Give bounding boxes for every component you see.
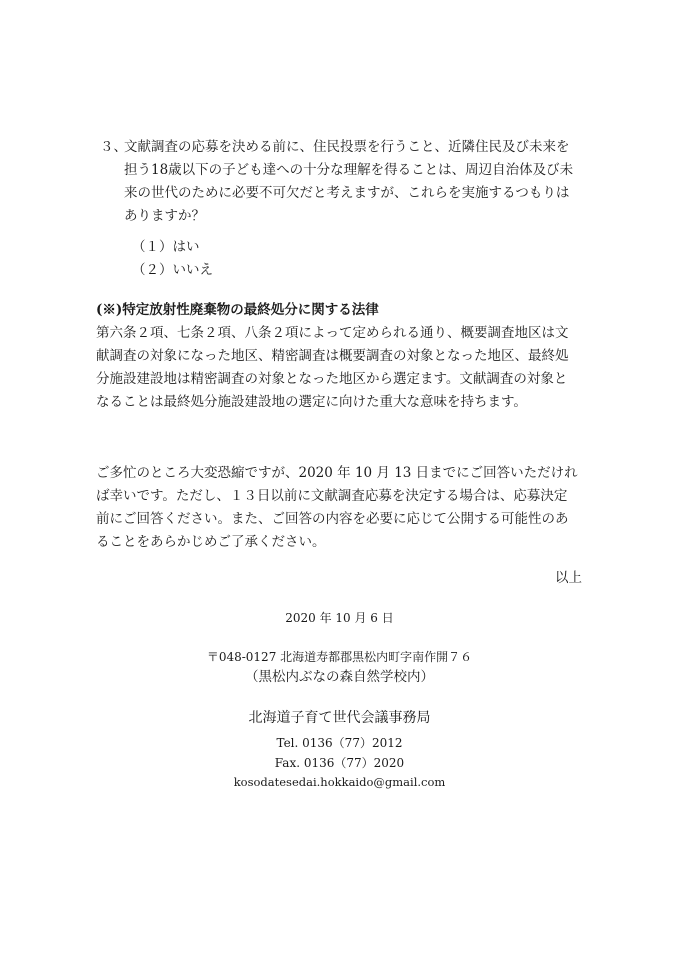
note-line: 献調査の対象になった地区、精密調査は概要調査の対象となった地区、最終処 xyxy=(96,348,569,364)
organization-name: 北海道子育て世代会議事務局 xyxy=(248,710,431,726)
address-note: （黒松内ぶなの森自然学校内） xyxy=(245,669,434,685)
request-line: 前にご回答ください。また、ご回答の内容を必要に応じて公開する可能性のあ xyxy=(96,511,569,527)
email-address: kosodatesedai.hokkaido@gmail.com xyxy=(233,775,446,789)
request-line: ば幸いです。ただし、１３日以前に文献調査応募を決定する場合は、応募決定 xyxy=(96,488,568,504)
note-line: 分施設建設地は精密調査の対象となった地区から選定ます。文献調査の対象と xyxy=(96,371,568,387)
note-line: なることは最終処分施設建設地の選定に向けた重大な意味を持ちます。 xyxy=(96,394,527,410)
fax-number: Fax. 0136（77）2020 xyxy=(274,756,405,770)
request-line: ご多忙のところ大変恐縮ですが、2020 年 10 月 13 日までにご回答いただけれ xyxy=(96,465,578,481)
option-no: （２）いいえ xyxy=(132,262,213,278)
note-line: 第六条２項、七条２項、八条２項によって定められる通り、概要調査地区は文 xyxy=(96,325,569,341)
question-line: 文献調査の応募を決める前に、住民投票を行うこと、近隣住民及び未来を xyxy=(124,139,570,155)
note-title: (※)特定放射性廃棄物の最終処分に関する法律 xyxy=(96,302,379,318)
question-line: 担う18歳以下の子ども達への十分な理解を得ることは、周辺自治体及び未 xyxy=(124,162,574,178)
postal-address: 〒048-0127 北海道寿都郡黒松内町字南作開７６ xyxy=(206,650,473,664)
question-number: ３、 xyxy=(100,139,127,155)
option-yes: （１）はい xyxy=(132,239,200,255)
question-line: 来の世代のために必要不可欠だと考えますが、これらを実施するつもりは xyxy=(124,185,570,201)
question-line: ありますか？ xyxy=(124,208,205,224)
telephone: Tel. 0136（77）2012 xyxy=(276,736,403,750)
closing-text: 以上 xyxy=(555,570,582,586)
request-line: ることをあらかじめご了承ください。 xyxy=(96,534,326,550)
issue-date: 2020 年 10 月 6 日 xyxy=(285,611,394,625)
